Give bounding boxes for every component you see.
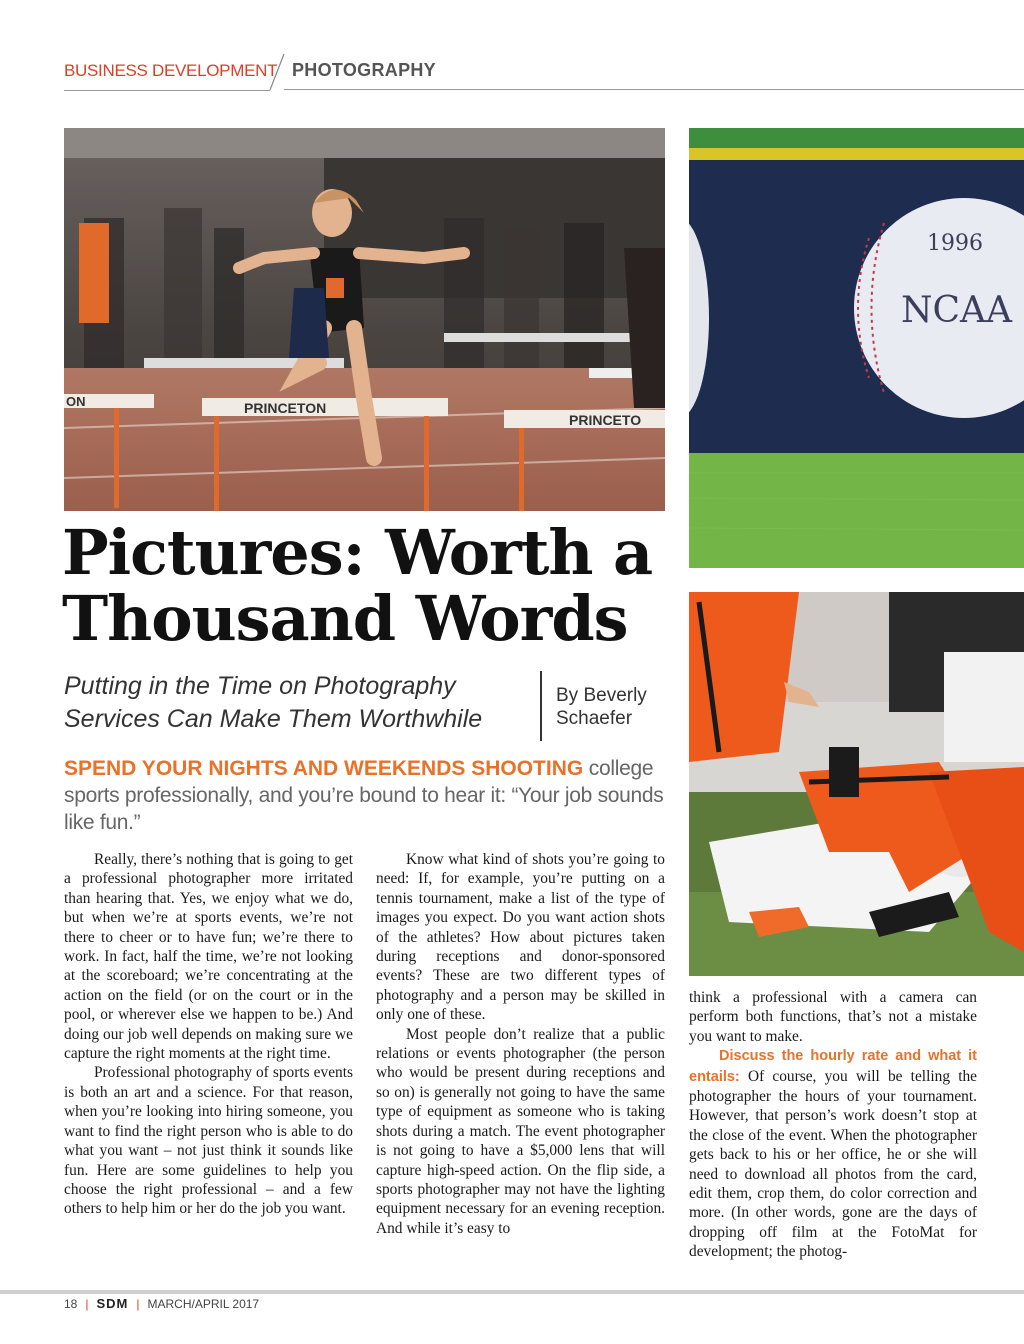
subtitle-line-2: Services Can Make Them Worthwhile — [64, 705, 483, 733]
column-3-paragraph-2-text: Of course, you will be telling the photographer the hours of your tournament. However, that person’s work doesn’t stop at the close of the event. When the photographer gets back to his or her office, he or she will need to download all photos from the card, edit them, crop them, do color correction and more. (In other words, gone are the days of dropping off film at the FotoMat for development; the photog- — [689, 1067, 977, 1261]
lead-highlight: SPEND YOUR NIGHTS AND WEEKENDS SHOOTING — [64, 757, 584, 780]
hurdle-banner-right: PRINCETO — [569, 412, 642, 428]
byline-line-2: Schaefer — [556, 708, 633, 729]
column-1-paragraph-2: Professional photography of sports events is both an art and a science. For that reason, when you’re looking into hiring someone, you want to find the right person who is able to do what you want – not just think it sounds like fun. Here are some guidelines to help you choose the right professional – and a few others to help him or her do the job you want. — [64, 1064, 353, 1218]
body-column-1 — [64, 850, 353, 1219]
column-3-paragraph-2 — [689, 1046, 977, 1261]
column-2-paragraph-1: Know what kind of shots you’re going to need: If, for example, you’re putting on a tennis tournament, make a list of the type of images you expect. Do you want action shots of the athletes? How about pictures taken during receptions and donor-sponsored events? These are two different types of photography and a person may be skilled in only one of these. — [376, 851, 665, 1024]
football-photo — [689, 592, 1024, 976]
footer-separator: | — [85, 1297, 89, 1311]
page-footer — [64, 1296, 259, 1311]
baseball-year-text: 1996 — [927, 231, 983, 256]
section-label: BUSINESS DEVELOPMENT — [64, 61, 278, 80]
title-line-2: Thousand Words — [62, 582, 628, 655]
body-column-2 — [376, 850, 665, 1238]
page-number: 18 — [64, 1297, 78, 1311]
footer-separator: | — [136, 1297, 140, 1311]
hurdle-banner-text: PRINCETON — [244, 400, 327, 416]
byline — [556, 684, 676, 730]
column-3-paragraph-1: think a professional with a camera can perform both functions, that’s not a mistake you want to make. — [689, 989, 977, 1045]
lead-paragraph — [64, 755, 666, 836]
byline-line-1: By Beverly — [556, 685, 647, 706]
subtitle-line-1: Putting in the Time on Photography — [64, 672, 456, 700]
hurdle-banner-left: ON — [66, 394, 86, 409]
lead-text: college sports professionally, and you’re bound to hear it: “Your job sounds like fun.” — [64, 757, 664, 834]
title-line-1: Pictures: Worth a — [62, 516, 653, 589]
header-rule-left — [64, 90, 270, 91]
baseball-photo — [689, 128, 1024, 568]
header-slash-divider — [268, 52, 286, 92]
baseball-ncaa-text: NCAA — [901, 290, 1013, 331]
article-subtitle — [64, 670, 534, 736]
body-column-3 — [689, 988, 977, 1262]
footer-rule — [0, 1290, 1024, 1294]
issue-date: MARCH/APRIL 2017 — [147, 1297, 260, 1311]
magazine-name: SDM — [96, 1296, 129, 1311]
header-rule-right — [284, 89, 1024, 90]
subhead-hourly-rate: Discuss the hourly rate and what it entails: — [689, 1048, 977, 1085]
byline-divider — [540, 671, 542, 741]
article-title — [62, 516, 682, 655]
hurdles-photo — [64, 128, 665, 511]
column-2-paragraph-2: Most people don’t realize that a public relations or events photographer (the person who would be present during receptions and so on) is generally not going to have the same type of equipment as someone who is taking shots during a match. The event photographer is not going to have a $5,000 lens that will capture high-speed action. On the flip side, a sports photographer may not have the lighting equipment necessary for an evening reception. And while it’s easy to — [376, 1025, 665, 1237]
topic-label: PHOTOGRAPHY — [292, 60, 436, 80]
column-1-paragraph-1: Really, there’s nothing that is going to get a professional photographer more irritated than hearing that. Yes, we enjoy what we do, but when we’re at sports events, we’re not there to cheer or to have fun; we’re there to work. In fact, half the time, we’re not looking at the scoreboard; we’re concentrating at the action on the field (or on the court or in the pool, or wherever else we happen to be.) And doing our job well depends on making sure we capture the right moments at the right time. — [64, 851, 353, 1063]
